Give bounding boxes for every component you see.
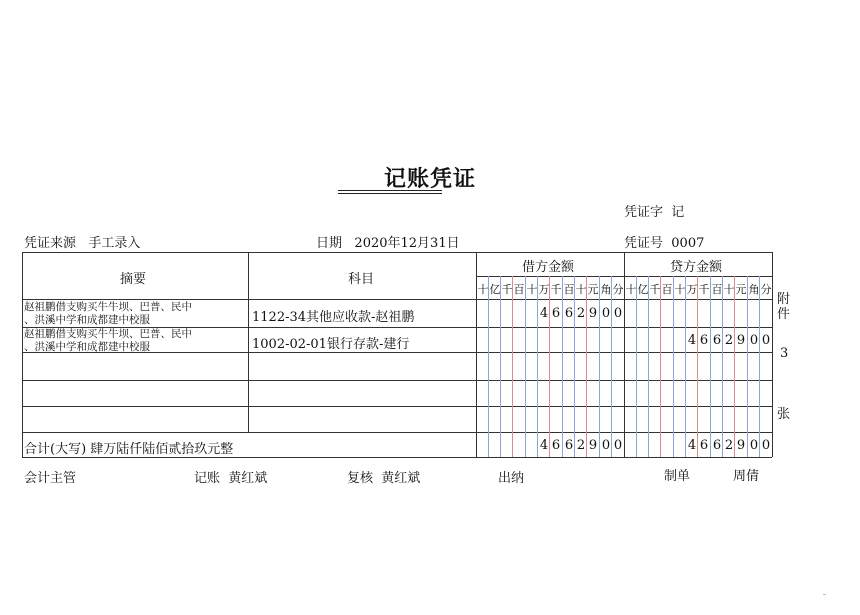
maker-name: 周倩	[733, 469, 760, 484]
table-border-left	[22, 252, 23, 457]
digit-line	[549, 276, 550, 457]
row2-account: 1002-02-01银行存款-建行	[252, 337, 410, 352]
credit-unit: 分	[760, 283, 772, 296]
credit-unit: 万	[686, 283, 698, 296]
row1-account: 1122-34其他应收款-赵祖鹏	[252, 310, 415, 325]
voucher-no-value: 0007	[671, 236, 705, 251]
reviewer-label: 复核	[347, 471, 374, 486]
credit-unit: 千	[698, 283, 710, 296]
header-debit: 借方金额	[522, 260, 575, 275]
total-debit-digit: 6	[564, 438, 574, 453]
reviewer-field	[347, 467, 420, 486]
bookkeeper-field	[194, 467, 267, 486]
debit-unit: 万	[538, 283, 550, 296]
attachment-label-jian: 件	[777, 307, 791, 322]
digit-line	[500, 276, 501, 457]
date-value: 2020年12月31日	[354, 236, 460, 251]
debit-unit: 亿	[489, 283, 501, 296]
digit-line	[574, 276, 575, 457]
digit-line	[648, 276, 649, 457]
total-credit-digit: 0	[761, 438, 771, 453]
credit-unit: 十	[625, 283, 637, 296]
header-account: 科目	[348, 272, 375, 287]
row1-summary-line1: 赵祖鹏借支购买牛牛坝、巴普、民中	[24, 301, 192, 313]
total-debit-digit: 0	[613, 438, 623, 453]
table-border-top	[22, 252, 772, 253]
debit-unit: 十	[575, 283, 587, 296]
debit-unit: 千	[501, 283, 513, 296]
digit-line	[599, 276, 600, 457]
voucher-title: 记账凭证	[383, 167, 476, 192]
debit-unit: 十	[526, 283, 538, 296]
maker-label: 制单	[664, 469, 691, 484]
bookkeeper-name: 黄红斌	[228, 471, 268, 486]
title-underline-inner	[338, 193, 442, 194]
debit-unit: 千	[550, 283, 562, 296]
debit-unit: 十	[477, 283, 489, 296]
table-border-right	[772, 252, 773, 457]
total-label: 合计(大写)	[24, 442, 87, 457]
amount-header-divider	[476, 276, 772, 277]
total-credit-digit: 9	[736, 438, 746, 453]
total-credit-digit: 4	[687, 438, 697, 453]
date-field	[316, 232, 460, 251]
title-underline	[338, 190, 442, 191]
debit-unit: 分	[612, 283, 624, 296]
digit-line	[611, 276, 612, 457]
digit-line	[488, 276, 489, 457]
attachment-label-zhang: 张	[777, 407, 791, 422]
row2-credit-digit: 0	[749, 333, 759, 348]
row2-credit-digit: 4	[687, 333, 697, 348]
accountant-label: 会计主管	[24, 471, 77, 486]
digit-line	[759, 276, 760, 457]
scan-speck	[823, 594, 826, 595]
source-label: 凭证来源	[24, 236, 77, 251]
source-value: 手工录入	[88, 236, 141, 251]
credit-unit: 亿	[637, 283, 649, 296]
row1-debit-digit: 4	[539, 306, 549, 321]
total-credit-digit: 6	[699, 438, 709, 453]
credit-unit: 元	[735, 283, 747, 296]
digit-line	[685, 276, 686, 457]
debit-unit: 百	[513, 283, 525, 296]
row1-debit-digit: 6	[564, 306, 574, 321]
digit-line	[734, 276, 735, 457]
digit-line	[525, 276, 526, 457]
row2-credit-digit: 6	[699, 333, 709, 348]
debit-unit: 百	[563, 283, 575, 296]
col-divider-summary	[248, 252, 249, 432]
digit-line	[710, 276, 711, 457]
voucher-word-label: 凭证字	[624, 205, 664, 220]
header-summary: 摘要	[120, 272, 147, 287]
digit-line	[512, 276, 513, 457]
digit-line	[636, 276, 637, 457]
row1-debit-digit: 6	[551, 306, 561, 321]
total-debit-digit: 6	[551, 438, 561, 453]
row1-debit-digit: 0	[601, 306, 611, 321]
digit-line	[673, 276, 674, 457]
header-credit: 贷方金额	[670, 260, 723, 275]
date-label: 日期	[316, 236, 343, 251]
total-debit-digit: 0	[601, 438, 611, 453]
row2-credit-digit: 6	[712, 333, 722, 348]
digit-line	[697, 276, 698, 457]
total-row	[24, 438, 233, 457]
bookkeeper-label: 记账	[194, 471, 221, 486]
row2-credit-digit: 9	[736, 333, 746, 348]
voucher-word-value: 记	[671, 205, 685, 220]
row1-summary-line2: 、洪溪中学和成都建中校服	[24, 314, 150, 326]
row1-debit-digit: 9	[588, 306, 598, 321]
row2-summary-line1: 赵祖鹏借支购买牛牛坝、巴普、民中	[24, 328, 192, 340]
digit-line	[586, 276, 587, 457]
attachment-count: 3	[780, 346, 789, 361]
voucher-no-label: 凭证号	[624, 236, 664, 251]
credit-unit: 十	[674, 283, 686, 296]
total-words: 肆万陆仟陆佰贰拾玖元整	[90, 442, 234, 457]
reviewer-name: 黄红斌	[381, 471, 421, 486]
digit-line	[747, 276, 748, 457]
attachment-label-fu: 附	[777, 292, 791, 307]
credit-unit: 百	[711, 283, 723, 296]
row2-credit-digit: 0	[761, 333, 771, 348]
total-credit-digit: 6	[712, 438, 722, 453]
total-debit-digit: 2	[576, 438, 586, 453]
digit-line	[722, 276, 723, 457]
digit-line	[537, 276, 538, 457]
cashier-label: 出纳	[498, 471, 525, 486]
credit-unit: 千	[649, 283, 661, 296]
debit-unit: 角	[600, 283, 612, 296]
row1-debit-digit: 0	[613, 306, 623, 321]
total-debit-digit: 4	[539, 438, 549, 453]
row1-debit-digit: 2	[576, 306, 586, 321]
total-debit-digit: 9	[588, 438, 598, 453]
total-credit-digit: 2	[724, 438, 734, 453]
digit-line	[562, 276, 563, 457]
credit-unit: 角	[748, 283, 760, 296]
row2-credit-digit: 2	[724, 333, 734, 348]
credit-unit: 百	[661, 283, 673, 296]
voucher-no-field	[624, 232, 704, 251]
digit-line	[660, 276, 661, 457]
source-field	[24, 232, 140, 251]
table-border-bottom	[22, 457, 772, 458]
voucher-word-field	[624, 201, 684, 220]
row2-summary-line2: 、洪溪中学和成都建中校服	[24, 341, 150, 353]
total-credit-digit: 0	[749, 438, 759, 453]
debit-unit: 元	[587, 283, 599, 296]
credit-unit: 十	[723, 283, 735, 296]
voucher-table	[22, 252, 772, 457]
